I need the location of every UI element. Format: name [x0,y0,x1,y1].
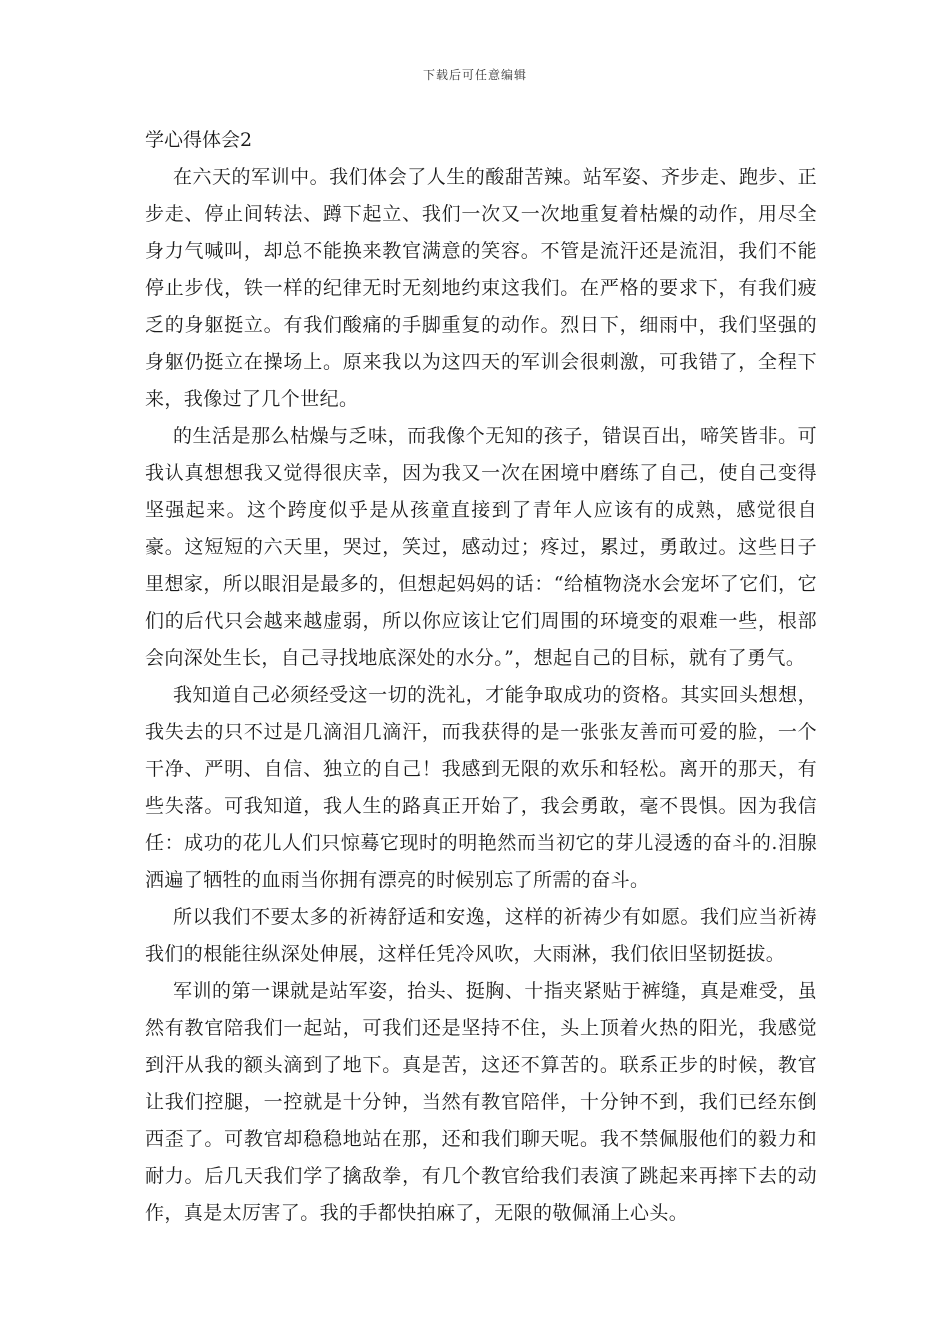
paragraph-1: 在六天的军训中。我们体会了人生的酸甜苦辣。站军姿、齐步走、跑步、正步走、停止间转法、蹲下起立、我们一次又一次地重复着枯燥的动作，用尽全身力气喊叫，却总不能换来教官满意的笑容。不管是流汗还是流泪，我们不能停止步伐，铁一样的纪律无时无刻地约束这我们。在严格的要求下，有我们疲乏的身躯挺立。有我们酸痛的手脚重复的动作。烈日下，细雨中，我们坚强的身躯仍挺立在操场上。原来我以为这四天的军训会很刺激，可我错了，全程下来，我像过了几个世纪。 [145,166,817,410]
paragraph-4: 所以我们不要太多的祈祷舒适和安逸，这样的祈祷少有如愿。我们应当祈祷我们的根能往纵深处伸展，这样任凭冷风吹，大雨淋，我们依旧坚韧挺拔。 [145,906,817,965]
paragraph-2: 的生活是那么枯燥与乏味，而我像个无知的孩子，错误百出，啼笑皆非。可我认真想想我又觉得很庆幸，因为我又一次在困境中磨练了自己，使自己变得坚强起来。这个跨度似乎是从孩童直接到了青年人应该有的成熟，感觉很自豪。这短短的六天里，哭过，笑过，感动过；疼过，累过，勇敢过。这些日子里想家，所以眼泪是最多的，但想起妈妈的话：“给植物浇水会宠坏了它们，它们的后代只会越来越虚弱，所以你应该让它们周围的环境变的艰难一些，根部会向深处生长，自己寻找地底深处的水分。”，想起自己的目标，就有了勇气。 [145,425,817,669]
paragraph-3: 我知道自己必须经受这一切的洗礼，才能争取成功的资格。其实回头想想，我失去的只不过是几滴泪几滴汗，而我获得的是一张张友善而可爱的脸，一个干净、严明、自信、独立的自己！我感到无限的欢乐和轻松。离开的那天，有些失落。可我知道，我人生的路真正开始了，我会勇敢，毫不畏惧。因为我信任：成功的花儿人们只惊蓦它现时的明艳然而当初它的芽儿浸透的奋斗的.泪腺洒遍了牺牲的血雨当你拥有漂亮的时候别忘了所需的奋斗。 [145,684,817,891]
paragraph-5: 军训的第一课就是站军姿，抬头、挺胸、十指夹紧贴于裤缝，真是难受，虽然有教官陪我们一起站，可我们还是坚持不住，头上顶着火热的阳光，我感觉到汗从我的额头滴到了地下。真是苦，这还不算苦的。联系正步的时候，教官让我们控腿，一控就是十分钟，当然有教官陪伴，十分钟不到，我们已经东倒西歪了。可教官却稳稳地站在那，还和我们聊天呢。我不禁佩服他们的毅力和耐力。后几天我们学了擒敌拳，有几个教官给我们表演了跳起来再摔下去的动作，真是太厉害了。我的手都快拍麻了，无限的敬佩涌上心头。 [145,980,817,1224]
document-title: 学心得体会2 [145,129,253,151]
document-body [145,122,817,1232]
header-note: 下载后可任意编辑 [422,68,527,82]
